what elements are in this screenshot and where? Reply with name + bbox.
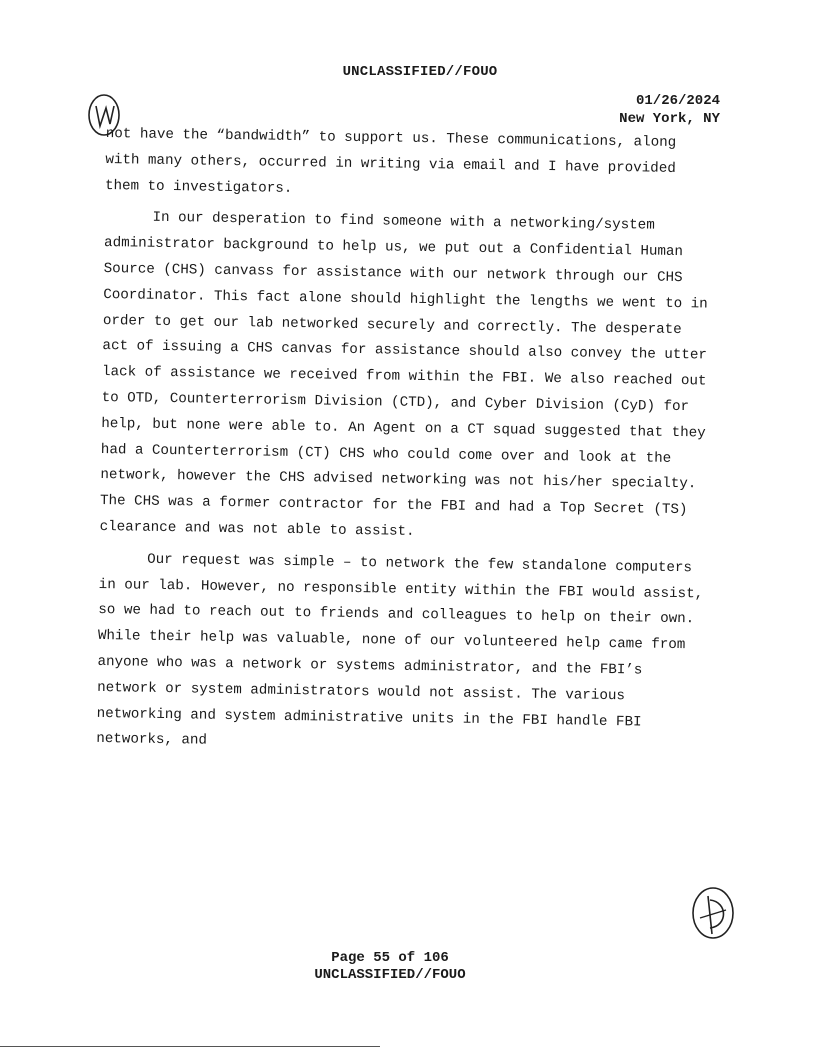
header-date: 01/26/2024 (635, 93, 720, 109)
paragraph: Our request was simple – to network the few standalone computers in our lab. However, no responsible entity within the FBI would assist, so we had to reach out to friends and colleagues to help on their own. While their help was valuable, none of our volunteered help came from anyone who was a network or systems administrator, and the FBI’s network or system administrators would not assist. The various networking and system administrative units in the FBI handle FBI networks, and (96, 551, 704, 749)
handwritten-initials-bottom (688, 884, 738, 942)
footer-classification: UNCLASSIFIED//FOUO (314, 967, 466, 983)
header-meta (619, 92, 720, 128)
footer (0, 950, 780, 984)
paragraph: In our desperation to find someone with a networking/system administrator background to help us, we put out a Confidential Human Source (CHS) canvass for assistance with our network through our CHS Coordinator. This fact alone should highlight the lengths we went to in order to get our lab networked securely and correctly. The desperate act of issuing a CHS canvas for assistance should also convey the utter lack of assistance we received from within the FBI. We also reached out to OTD, Counterterrorism Division (CTD), and Cyber Division (CyD) for help, but none were able to. An Agent on a CT squad suggested that they had a Counterterrorism (CT) CHS who could come over and look at the network, however the CHS advised networking was not his/her specialty. The CHS was a former contractor for the FBI and had a Top Secret (TS) clearance and was not able to assist. (99, 210, 708, 540)
body-text (96, 122, 716, 763)
page-number: Page 55 of 106 (331, 950, 449, 966)
scan-artifact-line (0, 1046, 380, 1047)
header-location: New York, NY (619, 111, 720, 127)
paragraph: not have the “bandwidth” to support us. These communications, along with many others, occurred in writing via email and I have provided them to investigators. (104, 125, 677, 197)
header-classification: UNCLASSIFIED//FOUO (342, 64, 498, 80)
